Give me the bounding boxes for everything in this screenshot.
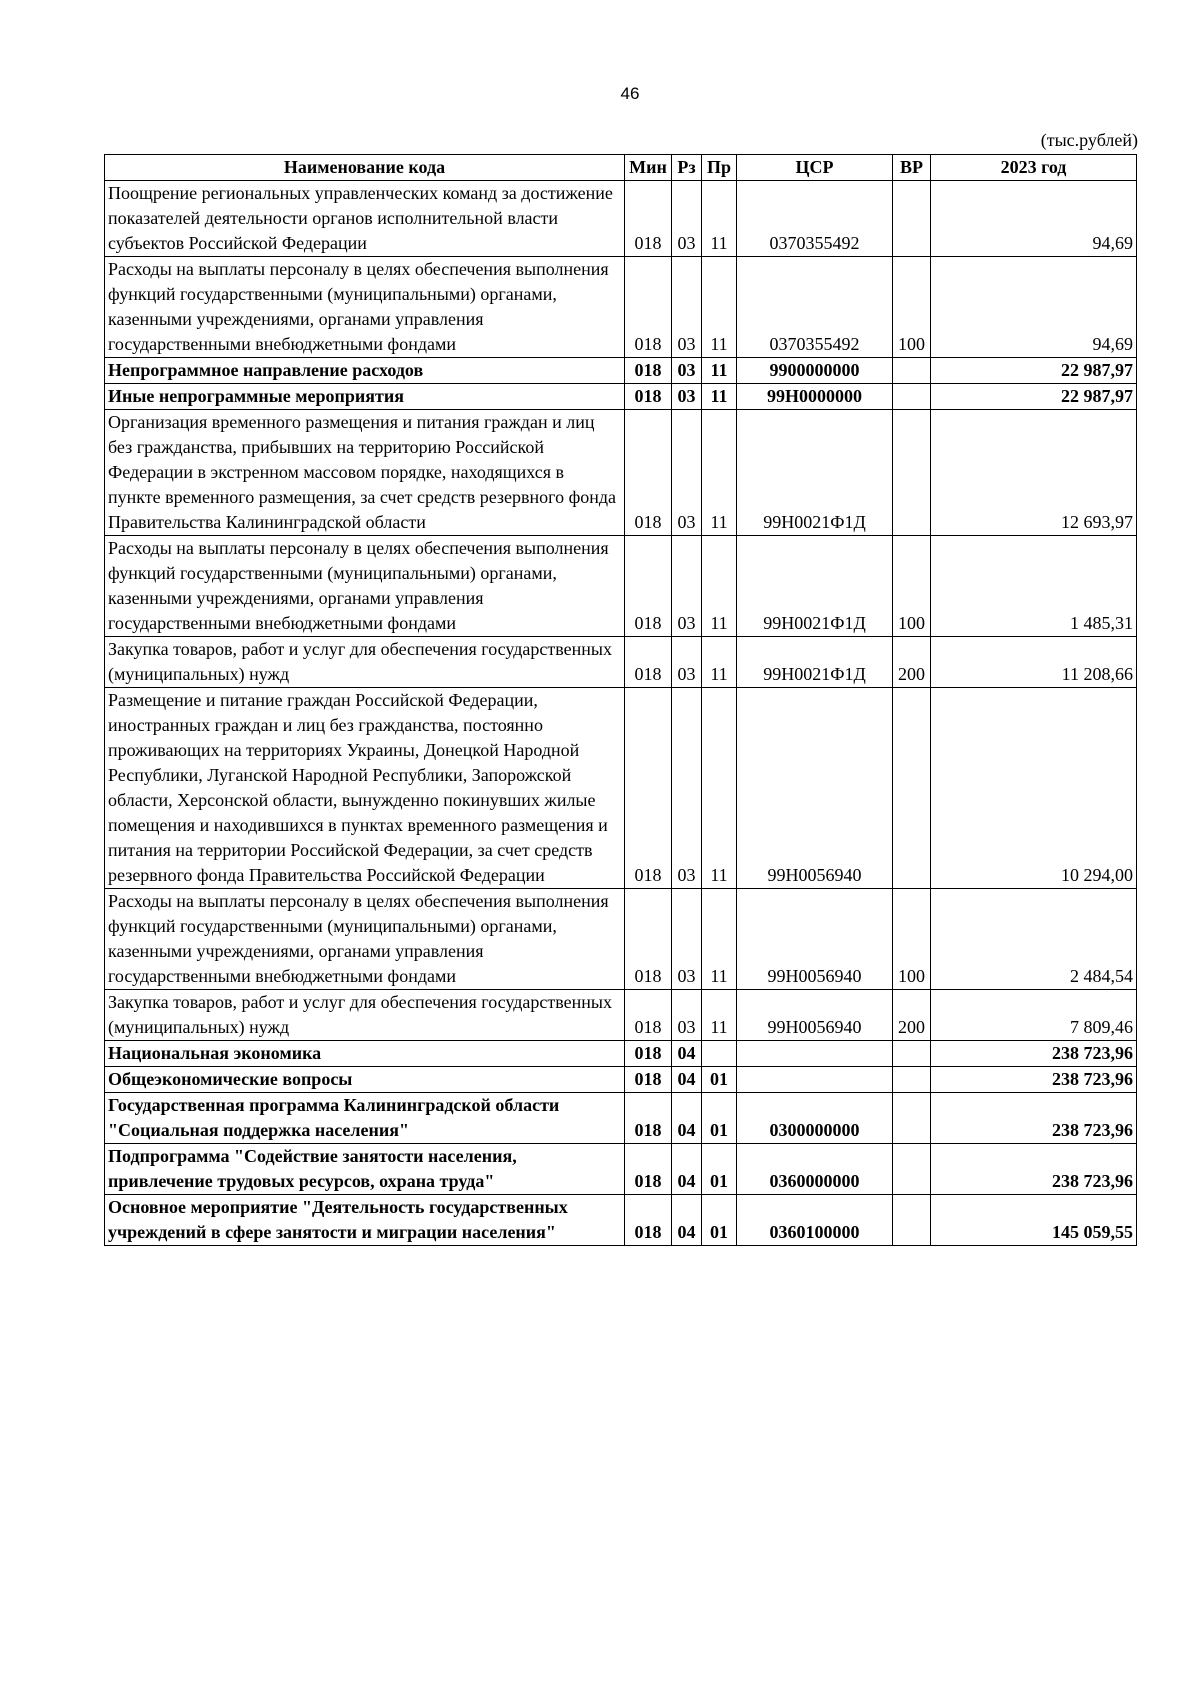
row-vr (893, 181, 931, 257)
row-csr: 99Н0056940 (737, 990, 893, 1041)
row-amount: 12 693,97 (931, 410, 1137, 536)
row-pr: 11 (702, 889, 737, 990)
row-vr: 100 (893, 257, 931, 358)
row-rz: 03 (672, 257, 702, 358)
row-pr: 01 (702, 1144, 737, 1195)
row-name: Организация временного размещения и питания граждан и лиц без гражданства, прибывших на территорию Российской Федерации в экстренном массовом порядке, находящихся в пункте временного размещения, за счет средств резервного фонда Правительства Калининградской области (105, 410, 625, 536)
row-name: Расходы на выплаты персоналу в целях обеспечения выполнения функций государственными (муниципальными) органами, казенными учреждениями, органами управления государственными внебюджетными фондами (105, 257, 625, 358)
row-pr: 01 (702, 1067, 737, 1093)
header-min: Мин (625, 155, 672, 181)
row-min: 018 (625, 688, 672, 889)
row-pr: 11 (702, 688, 737, 889)
row-vr: 100 (893, 536, 931, 637)
table-row (105, 688, 1137, 889)
table-row (105, 358, 1137, 384)
row-vr (893, 358, 931, 384)
row-name: Государственная программа Калининградской области "Социальная поддержка населения" (105, 1093, 625, 1144)
header-csr: ЦСР (737, 155, 893, 181)
row-csr: 0300000000 (737, 1093, 893, 1144)
row-csr: 0370355492 (737, 257, 893, 358)
row-csr (737, 1041, 893, 1067)
row-name: Непрограммное направление расходов (105, 358, 625, 384)
row-rz: 03 (672, 990, 702, 1041)
row-amount: 145 059,55 (931, 1195, 1137, 1246)
row-name: Основное мероприятие "Деятельность государственных учреждений в сфере занятости и миграции населения" (105, 1195, 625, 1246)
row-vr (893, 1093, 931, 1144)
row-amount: 7 809,46 (931, 990, 1137, 1041)
row-rz: 04 (672, 1093, 702, 1144)
row-min: 018 (625, 358, 672, 384)
row-csr: 9900000000 (737, 358, 893, 384)
row-csr: 99Н0056940 (737, 688, 893, 889)
row-amount: 22 987,97 (931, 358, 1137, 384)
units-label: (тыс.рублей) (1040, 130, 1138, 150)
row-min: 018 (625, 889, 672, 990)
table-header-row (105, 155, 1137, 181)
row-vr: 200 (893, 637, 931, 688)
row-rz: 03 (672, 889, 702, 990)
row-csr: 99Н0021Ф1Д (737, 637, 893, 688)
row-rz: 04 (672, 1041, 702, 1067)
row-min: 018 (625, 1144, 672, 1195)
row-rz: 04 (672, 1067, 702, 1093)
row-vr: 100 (893, 889, 931, 990)
row-pr: 01 (702, 1093, 737, 1144)
row-vr (893, 1067, 931, 1093)
row-min: 018 (625, 637, 672, 688)
row-name: Поощрение региональных управленческих команд за достижение показателей деятельности органов исполнительной власти субъектов Российской Федерации (105, 181, 625, 257)
row-amount: 10 294,00 (931, 688, 1137, 889)
row-min: 018 (625, 1041, 672, 1067)
row-min: 018 (625, 1195, 672, 1246)
header-year: 2023 год (931, 155, 1137, 181)
row-csr: 99Н0056940 (737, 889, 893, 990)
row-vr (893, 1041, 931, 1067)
page-number: 46 (620, 84, 640, 103)
row-name: Общеэкономические вопросы (105, 1067, 625, 1093)
table-row (105, 889, 1137, 990)
table-row (105, 384, 1137, 410)
table-row (105, 410, 1137, 536)
row-pr: 11 (702, 181, 737, 257)
row-csr: 0370355492 (737, 181, 893, 257)
row-name: Закупка товаров, работ и услуг для обеспечения государственных (муниципальных) нужд (105, 637, 625, 688)
row-pr: 11 (702, 536, 737, 637)
header-rz: Рз (672, 155, 702, 181)
row-pr: 11 (702, 384, 737, 410)
table-row (105, 1041, 1137, 1067)
row-name: Иные непрограммные мероприятия (105, 384, 625, 410)
row-vr (893, 384, 931, 410)
table-row (105, 1144, 1137, 1195)
header-pr: Пр (702, 155, 737, 181)
row-min: 018 (625, 257, 672, 358)
row-amount: 238 723,96 (931, 1041, 1137, 1067)
row-amount: 2 484,54 (931, 889, 1137, 990)
row-amount: 1 485,31 (931, 536, 1137, 637)
row-amount: 94,69 (931, 257, 1137, 358)
row-rz: 03 (672, 384, 702, 410)
row-csr (737, 1067, 893, 1093)
row-csr: 99Н0021Ф1Д (737, 410, 893, 536)
row-min: 018 (625, 990, 672, 1041)
row-vr (893, 410, 931, 536)
row-vr: 200 (893, 990, 931, 1041)
row-amount: 238 723,96 (931, 1144, 1137, 1195)
row-vr (893, 1144, 931, 1195)
row-pr: 11 (702, 990, 737, 1041)
row-min: 018 (625, 536, 672, 637)
row-amount: 238 723,96 (931, 1093, 1137, 1144)
row-min: 018 (625, 181, 672, 257)
row-name: Размещение и питание граждан Российской Федерации, иностранных граждан и лиц без гражданства, постоянно проживающих на территориях Украины, Донецкой Народной Республики, Луганской Народной Республики, Запорожской области, Херсонской области, вынужденно покинувших жилые помещения и находившихся в пунктах временного размещения и питания на территории Российской Федерации, за счет средств резервного фонда Правительства Российской Федерации (105, 688, 625, 889)
row-min: 018 (625, 1093, 672, 1144)
row-rz: 03 (672, 181, 702, 257)
row-rz: 04 (672, 1144, 702, 1195)
row-pr: 11 (702, 358, 737, 384)
row-csr: 99Н0021Ф1Д (737, 536, 893, 637)
header-vr: ВР (893, 155, 931, 181)
row-name: Закупка товаров, работ и услуг для обеспечения государственных (муниципальных) нужд (105, 990, 625, 1041)
budget-table (104, 154, 1137, 1246)
row-name: Расходы на выплаты персоналу в целях обеспечения выполнения функций государственными (муниципальными) органами, казенными учреждениями, органами управления государственными внебюджетными фондами (105, 536, 625, 637)
row-csr: 0360100000 (737, 1195, 893, 1246)
row-vr (893, 1195, 931, 1246)
row-amount: 94,69 (931, 181, 1137, 257)
row-pr: 11 (702, 410, 737, 536)
table-row (105, 181, 1137, 257)
row-name: Национальная экономика (105, 1041, 625, 1067)
row-amount: 22 987,97 (931, 384, 1137, 410)
row-name: Подпрограмма "Содействие занятости населения, привлечение трудовых ресурсов, охрана труда" (105, 1144, 625, 1195)
row-vr (893, 688, 931, 889)
row-pr: 11 (702, 257, 737, 358)
row-rz: 03 (672, 536, 702, 637)
row-amount: 11 208,66 (931, 637, 1137, 688)
header-name: Наименование кода (105, 155, 625, 181)
table-row (105, 1093, 1137, 1144)
row-min: 018 (625, 384, 672, 410)
row-pr: 01 (702, 1195, 737, 1246)
table-row (105, 1195, 1137, 1246)
row-pr: 11 (702, 637, 737, 688)
table-row (105, 257, 1137, 358)
row-rz: 04 (672, 1195, 702, 1246)
row-name: Расходы на выплаты персоналу в целях обеспечения выполнения функций государственными (муниципальными) органами, казенными учреждениями, органами управления государственными внебюджетными фондами (105, 889, 625, 990)
row-csr: 99Н0000000 (737, 384, 893, 410)
table-row (105, 1067, 1137, 1093)
row-amount: 238 723,96 (931, 1067, 1137, 1093)
row-pr (702, 1041, 737, 1067)
row-rz: 03 (672, 688, 702, 889)
table-row (105, 637, 1137, 688)
row-min: 018 (625, 410, 672, 536)
row-csr: 0360000000 (737, 1144, 893, 1195)
table-row (105, 990, 1137, 1041)
row-rz: 03 (672, 358, 702, 384)
table-row (105, 536, 1137, 637)
row-rz: 03 (672, 410, 702, 536)
row-min: 018 (625, 1067, 672, 1093)
row-rz: 03 (672, 637, 702, 688)
